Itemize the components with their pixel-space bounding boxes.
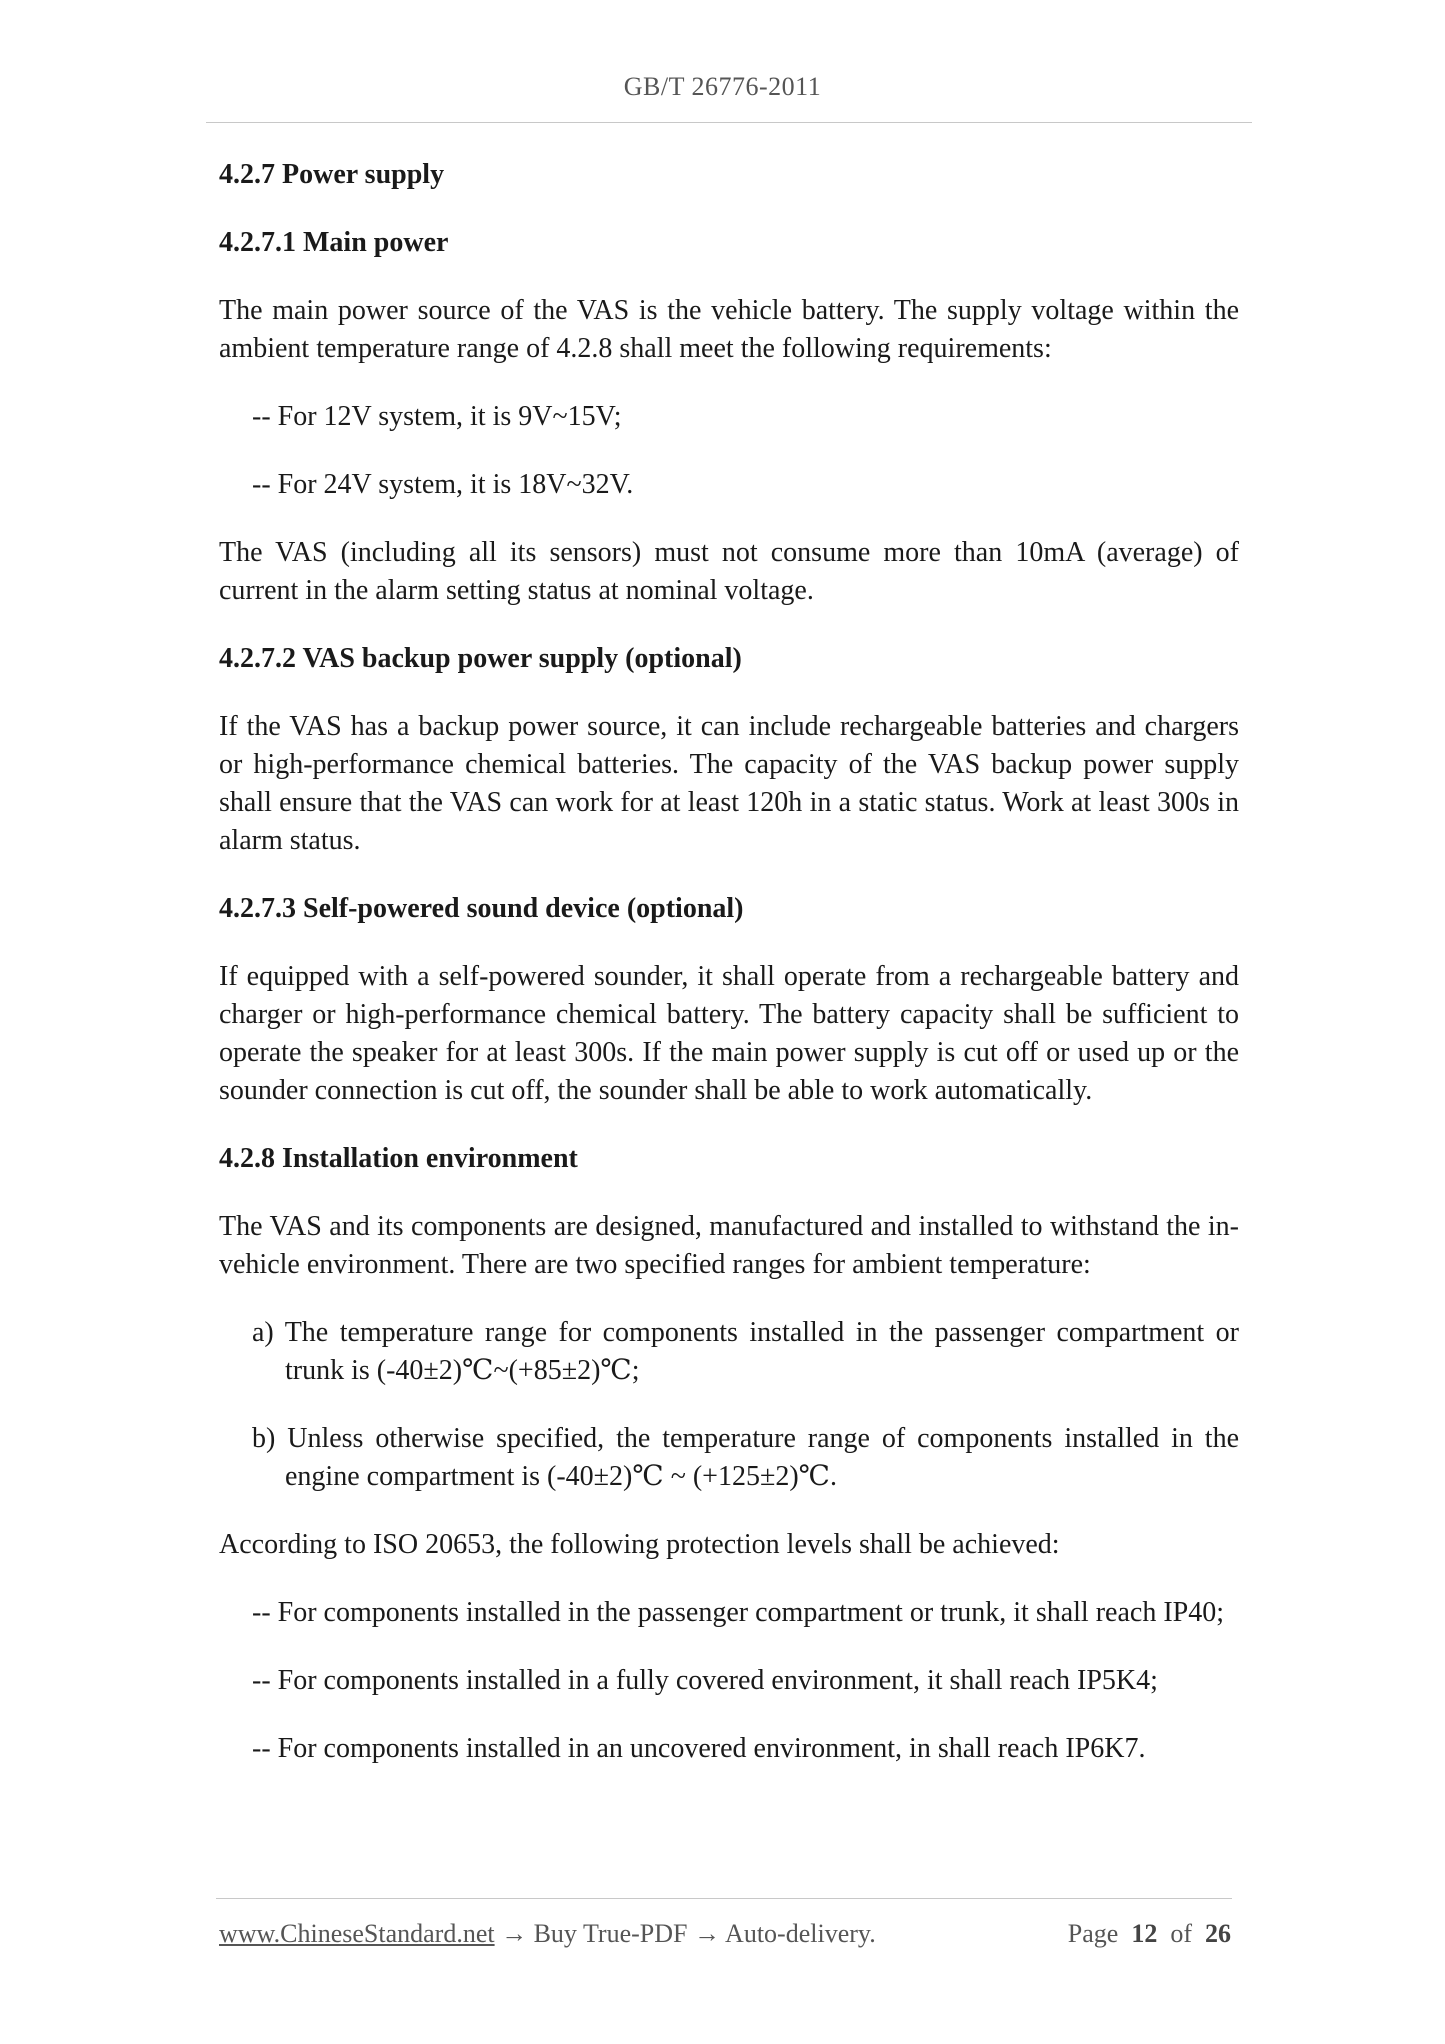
paragraph-current-consumption: The VAS (including all its sensors) must not consume more than 10mA (average) of current in the alarm setting status at nominal voltage. xyxy=(219,537,1239,606)
list-item-24v: -- For 24V system, it is 18V~32V. xyxy=(252,469,634,500)
page-number xyxy=(1068,1919,1231,1949)
document-body xyxy=(219,156,1239,1798)
section-heading-4-2-7: 4.2.7 Power supply xyxy=(219,159,445,190)
list-item-12v: -- For 12V system, it is 9V~15V; xyxy=(252,401,622,432)
section-heading-4-2-7-3: 4.2.7.3 Self-powered sound device (optional) xyxy=(219,893,744,924)
website-link[interactable]: www.ChineseStandard.net xyxy=(219,1919,495,1948)
of-label: of xyxy=(1170,1919,1192,1948)
paragraph-backup-power: If the VAS has a backup power source, it can include rechargeable batteries and chargers or high-performance chemical batteries. The capacity of the VAS backup power supply shall ensure that the VAS can work for at least 120h in a static status. Work at least 300s in alarm status. xyxy=(219,711,1239,856)
current-page-number: 12 xyxy=(1131,1919,1158,1948)
page-header: GB/T 26776-2011 xyxy=(623,72,822,101)
footer-tagline: → Buy True-PDF → Auto-delivery. xyxy=(494,1919,876,1948)
total-page-count: 26 xyxy=(1205,1919,1231,1948)
footer-divider xyxy=(216,1898,1232,1899)
paragraph-iso-20653: According to ISO 20653, the following protection levels shall be achieved: xyxy=(219,1529,1060,1560)
paragraph-environment: The VAS and its components are designed, manufactured and installed to withstand the in-vehicle environment. There are two specified ranges for ambient temperature: xyxy=(219,1211,1239,1280)
list-item-ip6k7: -- For components installed in an uncovered environment, in shall reach IP6K7. xyxy=(252,1733,1146,1764)
section-heading-4-2-7-1: 4.2.7.1 Main power xyxy=(219,227,449,258)
list-item-ip40: -- For components installed in the passenger compartment or trunk, it shall reach IP40; xyxy=(252,1597,1224,1628)
section-heading-4-2-7-2: 4.2.7.2 VAS backup power supply (optional) xyxy=(219,643,742,674)
footer-promo xyxy=(219,1919,876,1949)
header-divider xyxy=(206,122,1252,123)
section-heading-4-2-8: 4.2.8 Installation environment xyxy=(219,1143,578,1174)
list-item-temp-passenger: a) The temperature range for components installed in the passenger compartment or trunk is (-40±2)℃~(+85±2)℃; xyxy=(252,1317,1239,1386)
paragraph-sounder: If equipped with a self-powered sounder, it shall operate from a rechargeable battery and charger or high-performance chemical battery. The battery capacity shall be sufficient to operate the speaker for at least 300s. If the main power supply is cut off or used up or the sounder connection is cut off, the sounder shall be able to work automatically. xyxy=(219,961,1239,1106)
list-item-ip5k4: -- For components installed in a fully covered environment, it shall reach IP5K4; xyxy=(252,1665,1158,1696)
paragraph-main-power: The main power source of the VAS is the vehicle battery. The supply voltage within the ambient temperature range of 4.2.8 shall meet the following requirements: xyxy=(219,295,1239,364)
page-label: Page xyxy=(1067,1919,1119,1948)
list-item-temp-engine: b) Unless otherwise specified, the temperature range of components installed in the engine compartment is (-40±2)℃ ~ (+125±2)℃. xyxy=(252,1423,1239,1492)
